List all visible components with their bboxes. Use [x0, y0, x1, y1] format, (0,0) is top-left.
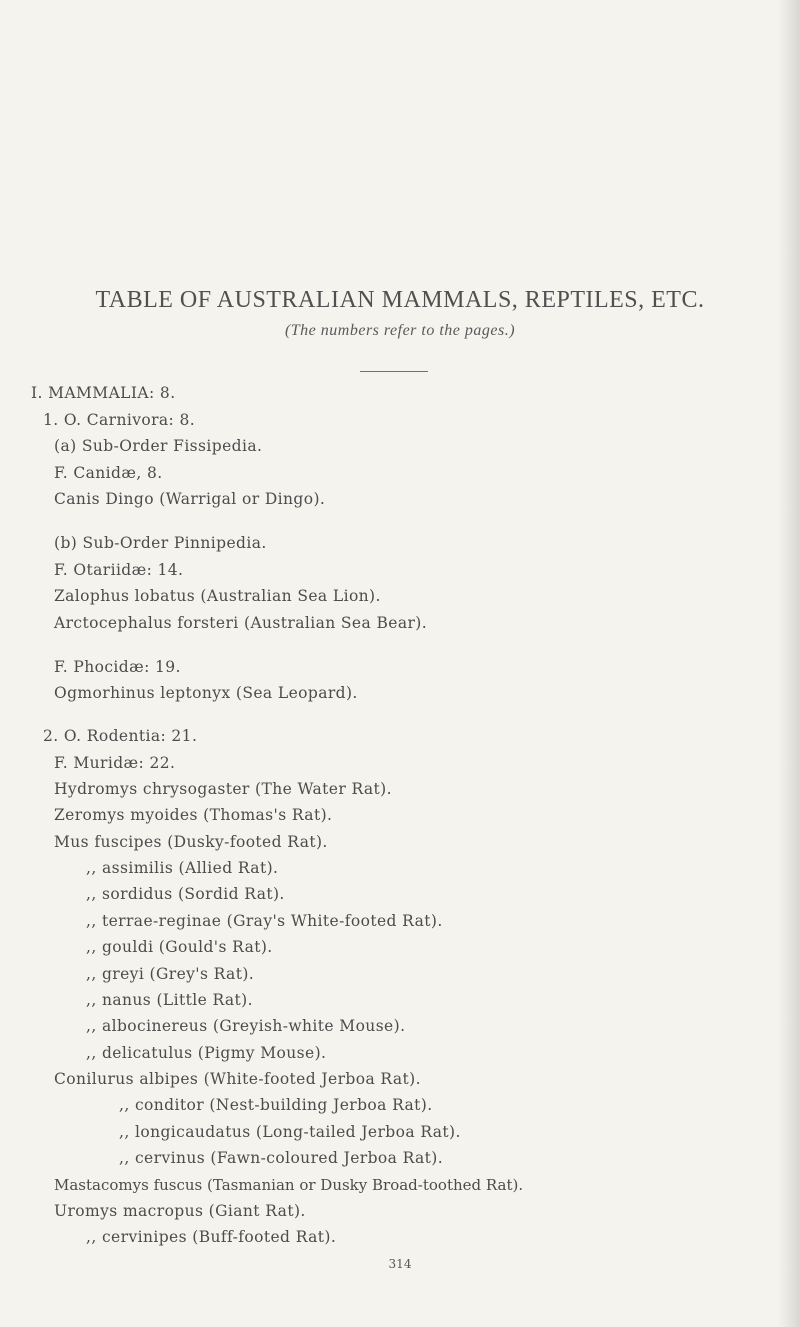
family-heading: F. Otariidæ: 14. [54, 561, 184, 579]
species-entry: Hydromys chrysogaster (The Water Rat). [54, 780, 392, 798]
species-entry: Zalophus lobatus (Australian Sea Lion). [54, 587, 381, 605]
species-entry: ,, conditor (Nest-building Jerboa Rat). [119, 1096, 433, 1114]
family-heading: F. Canidæ, 8. [54, 464, 163, 482]
species-entry: ,, terrae-reginae (Gray's White-footed Rat). [86, 912, 443, 930]
order-heading: 1. O. Carnivora: 8. [43, 411, 196, 429]
species-entry: Arctocephalus forsteri (Australian Sea Bear). [54, 614, 428, 632]
species-entry: ,, cervinipes (Buff-footed Rat). [86, 1228, 337, 1246]
page-title: TABLE OF AUSTRALIAN MAMMALS, REPTILES, ETC. [95, 287, 705, 313]
species-entry: ,, sordidus (Sordid Rat). [86, 885, 285, 903]
page-edge-shadow [778, 0, 800, 1327]
order-heading: 2. O. Rodentia: 21. [43, 727, 198, 745]
species-entry: Zeromys myoides (Thomas's Rat). [54, 806, 333, 824]
species-entry: ,, cervinus (Fawn-coloured Jerboa Rat). [119, 1149, 444, 1167]
family-heading: F. Phocidæ: 19. [54, 658, 181, 676]
page-number: 314 [388, 1257, 412, 1271]
species-entry: ,, albocinereus (Greyish-white Mouse). [86, 1017, 406, 1035]
species-entry: ,, assimilis (Allied Rat). [86, 859, 279, 877]
species-entry: ,, delicatulus (Pigmy Mouse). [86, 1044, 327, 1062]
species-entry: Conilurus albipes (White-footed Jerboa Rat). [54, 1070, 421, 1088]
species-entry: Mus fuscipes (Dusky-footed Rat). [54, 833, 328, 851]
class-heading: I. MAMMALIA: 8. [31, 384, 176, 402]
species-entry: ,, nanus (Little Rat). [86, 991, 253, 1009]
page-subtitle: (The numbers refer to the pages.) [284, 322, 516, 339]
species-entry: Canis Dingo (Warrigal or Dingo). [54, 490, 326, 508]
species-entry: ,, gouldi (Gould's Rat). [86, 938, 273, 956]
family-heading: F. Muridæ: 22. [54, 754, 176, 772]
species-entry: Mastacomys fuscus (Tasmanian or Dusky Broad-toothed Rat). [54, 1176, 524, 1194]
suborder-heading: (b) Sub-Order Pinnipedia. [54, 534, 267, 552]
species-entry: ,, longicaudatus (Long-tailed Jerboa Rat). [119, 1123, 461, 1141]
species-entry: ,, greyi (Grey's Rat). [86, 965, 255, 983]
suborder-heading: (a) Sub-Order Fissipedia. [54, 437, 263, 455]
title-divider [360, 371, 428, 372]
species-entry: Uromys macropus (Giant Rat). [54, 1202, 306, 1220]
species-entry: Ogmorhinus leptonyx (Sea Leopard). [54, 684, 358, 702]
